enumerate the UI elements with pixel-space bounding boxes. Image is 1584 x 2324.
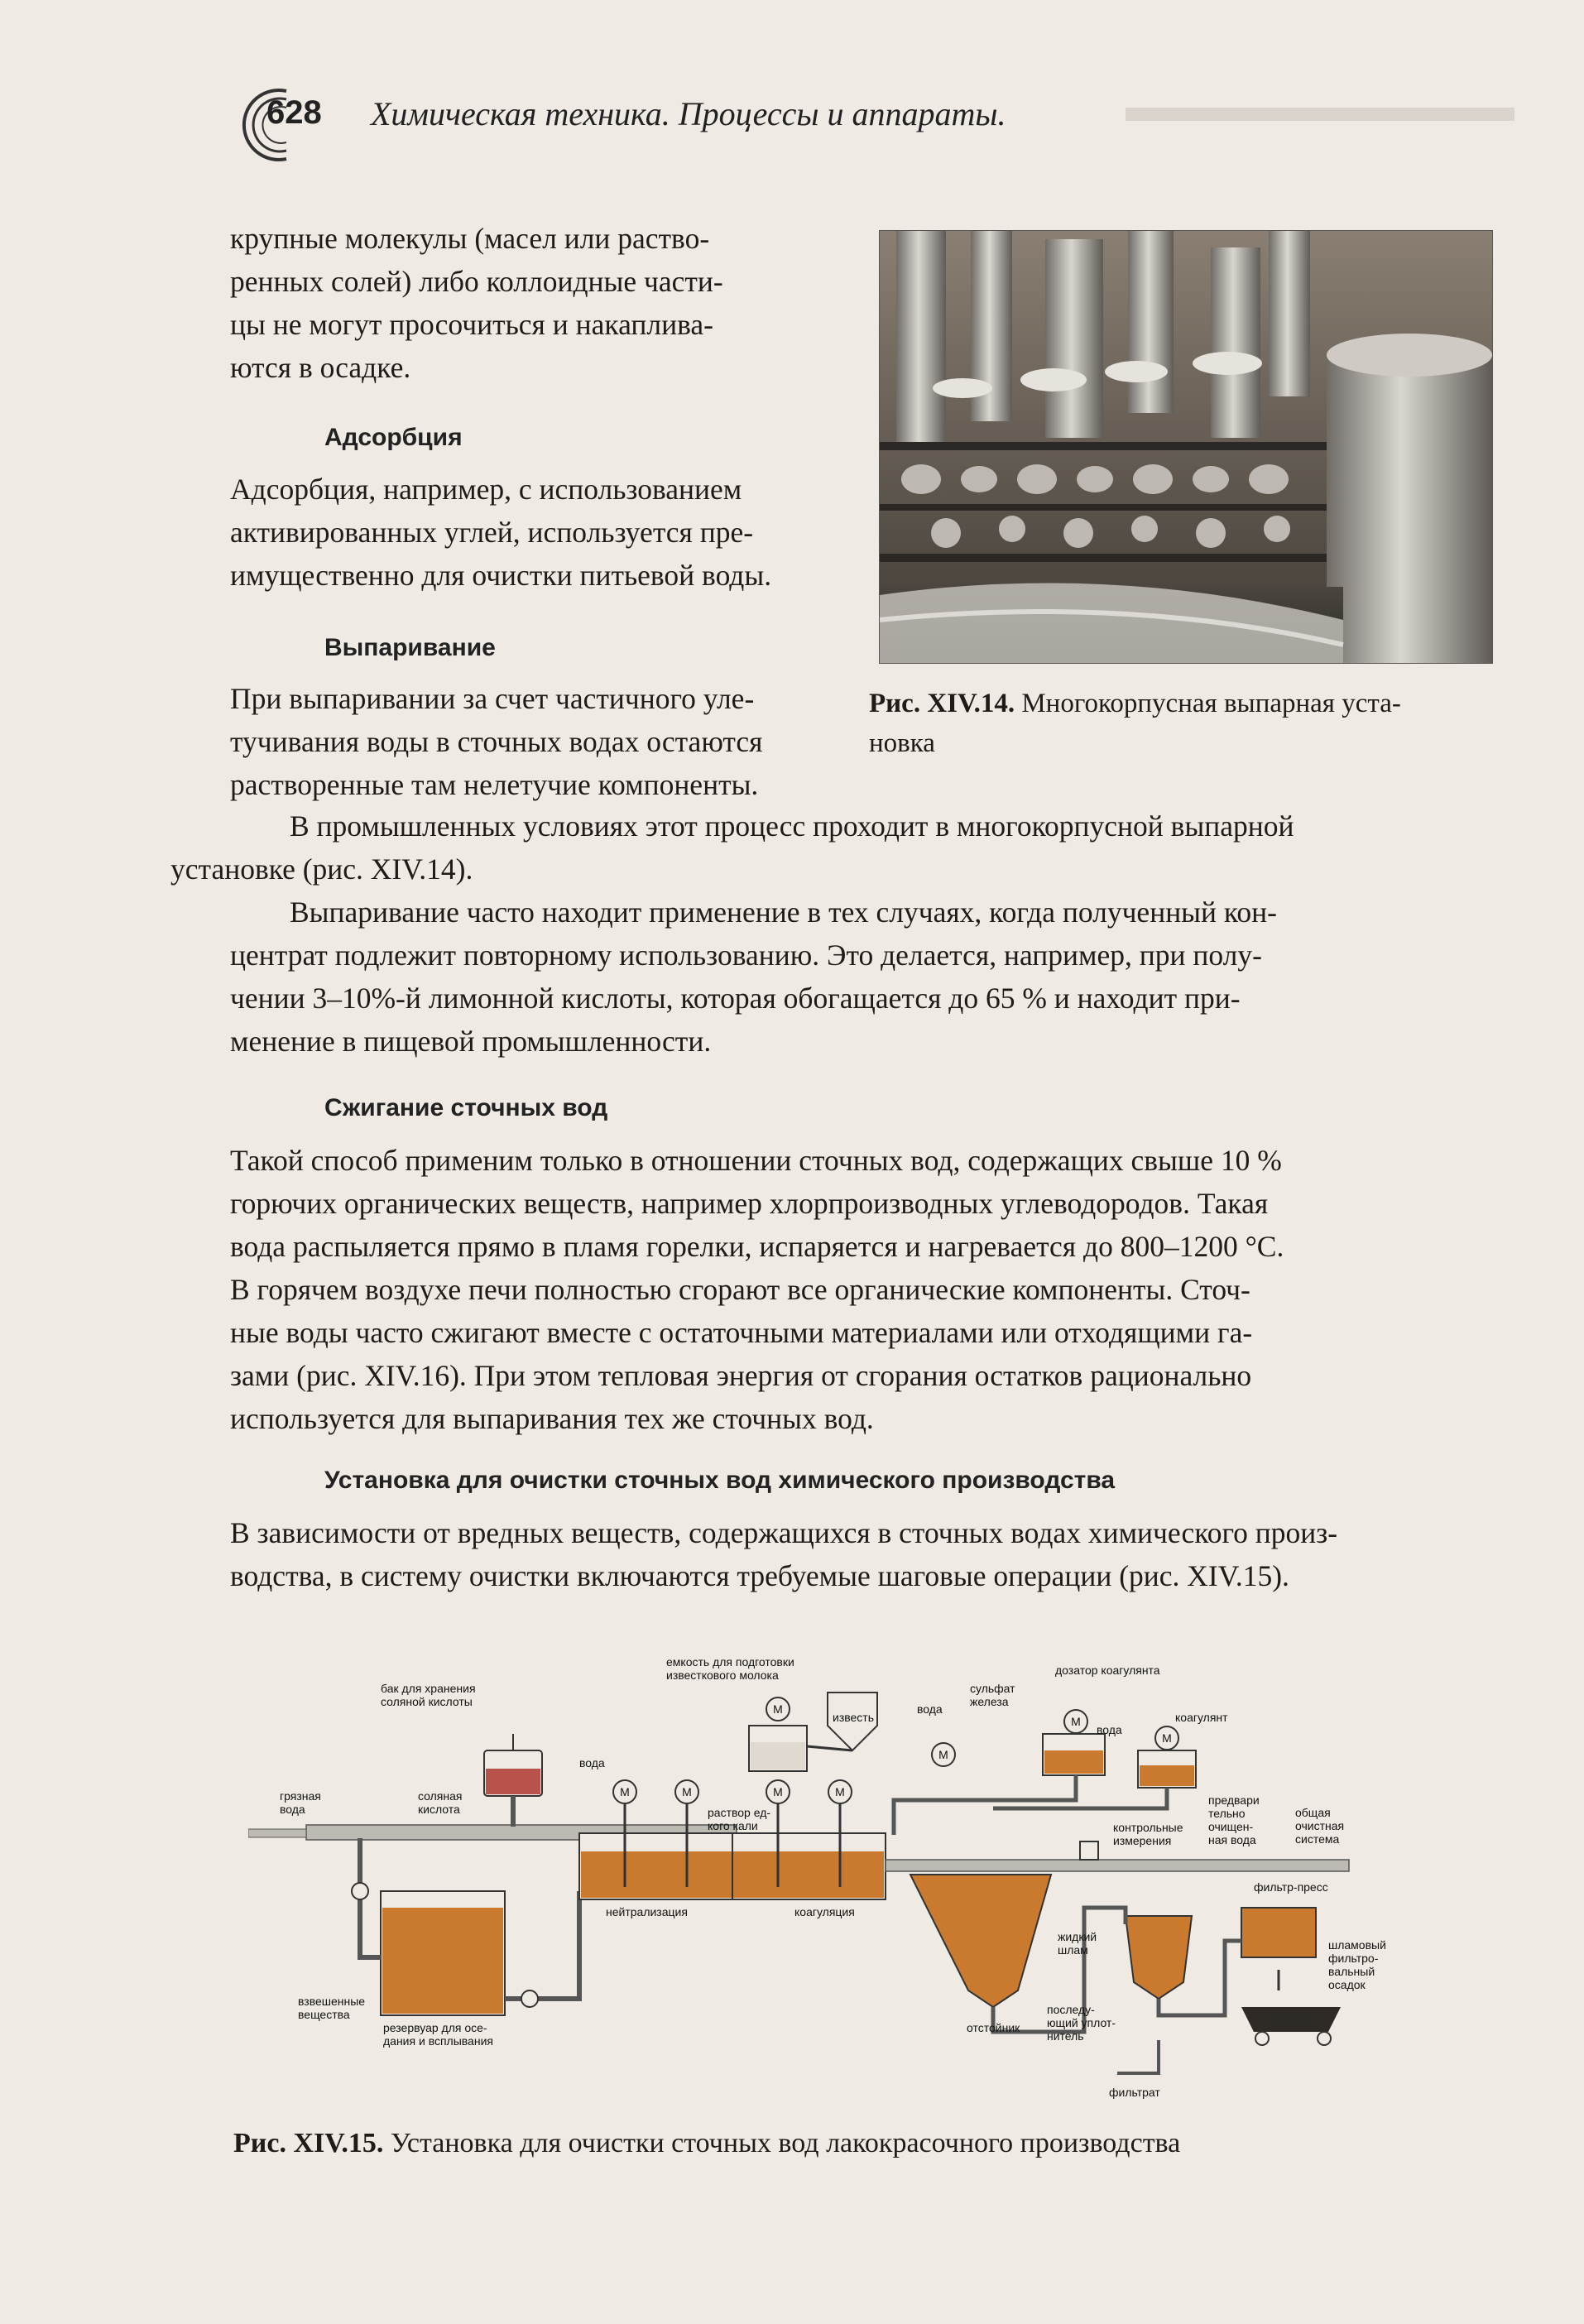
text-line: имущественно для очистки питьевой воды. [230, 559, 772, 592]
motor-label: M [620, 1785, 630, 1798]
text-line: цы не могут просочиться и накаплива- [230, 308, 713, 341]
text-line: В зависимости от вредных веществ, содержащихся в сточных водах химического произ- [230, 1516, 1338, 1549]
label-post-thickener: последу- [1047, 2003, 1095, 2016]
section-heading-evaporation: Выпаривание [324, 634, 496, 661]
motor-label: M [682, 1785, 692, 1798]
label-water: вода [579, 1756, 605, 1769]
svg-text:ющий уплот-: ющий уплот- [1047, 2016, 1116, 2029]
label-acid-tank: бак для хранения [381, 1682, 476, 1695]
page-number: 628 [266, 94, 322, 131]
text-line: Такой способ применим только в отношении сточных вод, содержащих свыше 10 % [230, 1144, 1282, 1177]
text-line: зами (рис. XIV.16). При этом тепловая энергия от сгорания остатков рационально [230, 1359, 1252, 1392]
label-filter-cake: шламовый [1328, 1938, 1386, 1952]
incineration-paragraph [230, 1139, 1496, 1440]
svg-text:вещества: вещества [298, 2008, 350, 2021]
sludge-cart [1241, 2007, 1341, 2032]
label-dirty-water: грязная [280, 1789, 321, 1803]
section-heading-installation: Установка для очистки сточных вод химического производства [324, 1467, 1116, 1494]
motor-label: M [1071, 1715, 1081, 1728]
figure-14-caption [869, 684, 1498, 763]
text-line: крупные молекулы (масел или раство- [230, 222, 710, 255]
svg-text:тельно: тельно [1208, 1807, 1246, 1820]
text-line: Адсорбция, например, с использованием [230, 473, 742, 506]
figure-14-caption-text: Многокорпусная выпарная уста- [1021, 689, 1401, 718]
text-line: активированных углей, используется пре- [230, 516, 754, 549]
figure-15-diagram [248, 1643, 1423, 2123]
svg-text:дания и всплывания: дания и всплывания [383, 2034, 493, 2048]
svg-text:фильтро-: фильтро- [1328, 1952, 1379, 1965]
figure-15-caption [233, 2128, 1180, 2159]
text-line: менение в пищевой промышленности. [230, 1025, 712, 1058]
svg-text:измерения: измерения [1113, 1834, 1172, 1847]
text-line: В горячем воздухе печи полностью сгорают все органические компоненты. Сточ- [230, 1273, 1250, 1306]
outlet-pipe [886, 1860, 1349, 1871]
label-coagulant-doser: дозатор коагулянта [1055, 1664, 1160, 1677]
intro-paragraph [230, 217, 859, 389]
text-line: горючих органических веществ, например хлорпроизводных углеводородов. Такая [230, 1187, 1269, 1220]
label-koh: раствор ед- [708, 1806, 771, 1819]
svg-text:ная вода: ная вода [1208, 1833, 1256, 1846]
svg-text:вальный: вальный [1328, 1965, 1375, 1978]
evaporation-paragraph-2 [170, 804, 1496, 891]
text-line: вода распыляется прямо в пламя горелки, испаряется и нагревается до 800–1200 °С. [230, 1230, 1284, 1263]
figure-15-label: Рис. XIV.15. [233, 2128, 384, 2158]
motor-label: M [1162, 1731, 1172, 1745]
svg-text:очистная: очистная [1295, 1819, 1345, 1832]
label-filtrate: фильтрат [1109, 2086, 1160, 2099]
installation-paragraph [230, 1511, 1496, 1597]
label-reservoir: резервуар для осе- [383, 2021, 487, 2034]
text-line: используется для выпаривания тех же сточных вод. [230, 1402, 874, 1435]
svg-text:вода: вода [280, 1803, 305, 1816]
label-pretreated: предвари [1208, 1793, 1260, 1807]
label-coagulation: коагуляция [794, 1905, 855, 1918]
figure-14-label: Рис. XIV.14. [869, 689, 1015, 718]
label-water-3: вода [1097, 1723, 1122, 1736]
text-line: центрат подлежит повторному использованию. Это делается, например, при полу- [230, 939, 1262, 972]
section-heading-adsorption: Адсорбция [324, 424, 463, 451]
label-neutralization: нейтрализация [606, 1905, 688, 1918]
text-line: чении 3–10%-й лимонной кислоты, которая обогащается до 65 % и находит при- [230, 982, 1241, 1015]
motor-label: M [773, 1785, 783, 1798]
label-control: контрольные [1113, 1821, 1183, 1834]
figure-14-caption-text: новка [869, 728, 935, 758]
svg-text:соляной кислоты: соляной кислоты [381, 1695, 473, 1708]
adsorption-paragraph [230, 468, 859, 597]
label-filter-press: фильтр-пресс [1254, 1880, 1328, 1894]
evaporation-paragraph-3 [230, 891, 1496, 1063]
svg-text:известкового молока: известкового молока [666, 1669, 779, 1682]
text-line: ются в осадке. [230, 351, 411, 384]
running-title: Химическая техника. Процессы и аппараты. [371, 95, 1006, 132]
text-line: ные воды часто сжигают вместе с остаточными материалами или отходящими га- [230, 1316, 1253, 1349]
section-heading-incineration: Сжигание сточных вод [324, 1094, 608, 1121]
label-water-2: вода [917, 1702, 943, 1716]
evaporation-paragraph [230, 677, 859, 806]
text-line: ренных солей) либо коллоидные части- [230, 265, 723, 298]
settler-tank [910, 1875, 1051, 2007]
svg-text:кислота: кислота [418, 1803, 460, 1816]
svg-text:осадок: осадок [1328, 1978, 1366, 1991]
label-hcl: соляная [418, 1789, 463, 1803]
control-sensor [1080, 1841, 1098, 1860]
svg-text:шлам: шлам [1058, 1943, 1088, 1957]
text-line: При выпаривании за счет частичного уле- [230, 682, 755, 715]
label-settler: отстойник [967, 2021, 1020, 2034]
label-suspended: взвешенные [298, 1995, 366, 2008]
label-lime: известь [833, 1711, 875, 1724]
text-line: установке (рис. XIV.14). [170, 852, 473, 886]
text-line: Выпаривание часто находит применение в тех случаях, когда полученный кон- [290, 896, 1277, 929]
label-lime-tank: емкость для подготовки [666, 1655, 794, 1669]
svg-text:система: система [1295, 1832, 1340, 1846]
svg-text:железа: железа [970, 1695, 1009, 1708]
svg-text:кого кали: кого кали [708, 1819, 758, 1832]
motor-label: M [773, 1702, 783, 1716]
figure-15-caption-text: Установка для очистки сточных вод лакокрасочного производства [390, 2128, 1181, 2158]
text-line: водства, в систему очистки включаются требуемые шаговые операции (рис. XIV.15). [230, 1559, 1289, 1592]
evaporator-plant-image [880, 231, 1492, 663]
text-line: растворенные там нелетучие компоненты. [230, 768, 759, 801]
label-coagulant: коагулянт [1175, 1711, 1228, 1724]
label-iron-sulfate: сульфат [970, 1682, 1015, 1695]
text-line: тучивания воды в сточных водах остаются [230, 725, 763, 758]
text-line: В промышленных условиях этот процесс проходит в многокорпусной выпарной [290, 809, 1294, 843]
svg-text:нитель: нитель [1047, 2029, 1084, 2043]
label-general-system: общая [1295, 1806, 1331, 1819]
svg-text:очищен-: очищен- [1208, 1820, 1254, 1833]
motor-label: M [835, 1785, 845, 1798]
motor-label: M [938, 1748, 948, 1761]
figure-14-photo [879, 230, 1493, 664]
filter-press [1241, 1908, 1316, 1957]
label-liquid-sludge: жидкий [1058, 1930, 1097, 1943]
post-thickener [1126, 1916, 1192, 1999]
page-header [238, 83, 1480, 157]
